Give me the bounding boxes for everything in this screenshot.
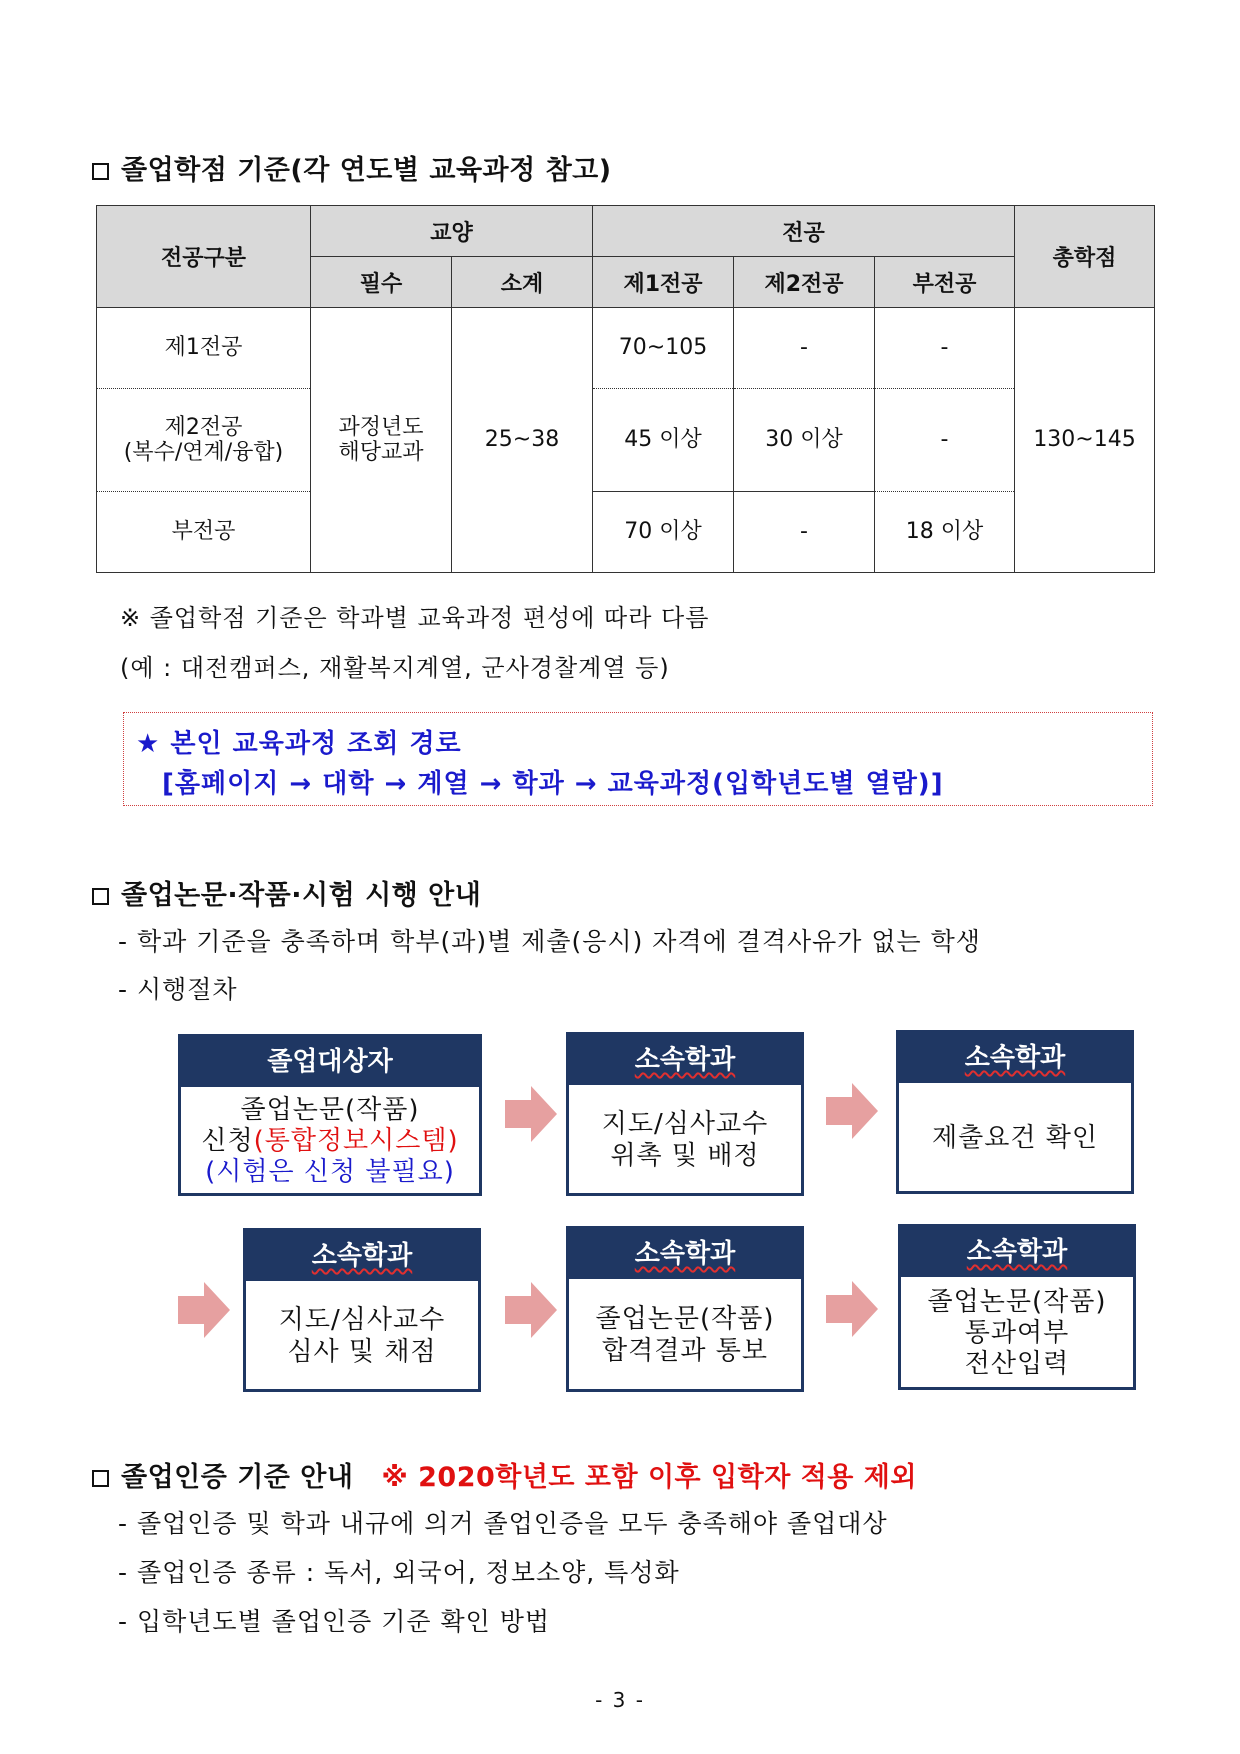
curriculum-route-box: [123, 712, 1153, 806]
table-row: [97, 492, 1155, 573]
section-title-text: 졸업논문·작품·시험 시행 안내: [121, 880, 482, 911]
row-label: 부전공: [97, 492, 311, 573]
header-major: 전공: [593, 206, 1015, 257]
flow-step-text: 위촉 및 배정: [610, 1140, 760, 1171]
flow-step-text: 졸업논문(작품): [240, 1094, 420, 1125]
flow-step-text: 졸업논문(작품): [595, 1304, 775, 1335]
exemption-note: ※ 2020학년도 포함 이후 입학자 적용 제외: [381, 1462, 917, 1493]
header-liberal: 교양: [311, 206, 593, 257]
route-title: ★ 본인 교육과정 조회 경로: [136, 729, 462, 759]
certification-bullet: - 졸업인증 및 학과 내규에 의거 졸업인증을 모두 충족해야 졸업대상: [118, 1509, 888, 1538]
page-number: - 3 -: [595, 1688, 645, 1712]
checkbox-icon: [92, 1470, 109, 1487]
section-title-text: 졸업인증 기준 안내: [121, 1462, 354, 1493]
checkbox-icon: [92, 888, 109, 905]
section-title-graduation-credits: [92, 148, 612, 187]
section-title-text: 졸업학점 기준(각 연도별 교육과정 참고): [121, 155, 612, 186]
certification-bullet: - 입학년도별 졸업인증 기준 확인 방법: [118, 1607, 551, 1636]
flow-step-text-prefix: 신청: [201, 1125, 254, 1156]
header-total: 총학점: [1015, 206, 1155, 308]
arrow-right-icon: [826, 1281, 878, 1337]
minor-cell: 18 이상: [875, 492, 1015, 573]
arrow-right-icon: [505, 1086, 557, 1142]
second-major-cell: -: [734, 492, 875, 573]
minor-cell: -: [875, 308, 1015, 389]
flow-step-header: 소속학과: [964, 1043, 1066, 1073]
flow-step-5: [566, 1226, 804, 1392]
subheader-first-major: 제1전공: [593, 257, 734, 308]
flow-step-text: [201, 1126, 458, 1157]
route-path: [홈페이지 → 대학 → 계열 → 학과 → 교육과정(입학년도별 열람)]: [162, 769, 944, 799]
flow-step-text-blue: (시험은 신청 불필요): [205, 1157, 455, 1188]
second-major-cell: 30 이상: [734, 389, 875, 492]
row-label: 제1전공: [97, 308, 311, 389]
arrow-right-icon: [505, 1282, 557, 1338]
flow-step-3: [896, 1030, 1134, 1194]
flow-step-1: [178, 1034, 482, 1196]
thesis-eligibility: - 학과 기준을 충족하며 학부(과)별 제출(응시) 자격에 결격사유가 없는 학생: [118, 927, 981, 956]
flow-step-header: 소속학과: [966, 1237, 1068, 1267]
procedure-label: - 시행절차: [118, 975, 238, 1004]
flow-step-text: 지도/심사교수: [601, 1109, 769, 1140]
flow-step-header: 소속학과: [634, 1045, 736, 1075]
flow-step-text-red: (통합정보시스템): [253, 1125, 459, 1156]
graduation-credits-table: [96, 205, 1155, 573]
flow-step-text: 지도/심사교수: [278, 1305, 446, 1336]
flow-step-text: 합격결과 통보: [602, 1335, 768, 1366]
flow-step-header: 소속학과: [311, 1241, 413, 1271]
required-cell: 과정년도 해당교과: [311, 308, 452, 573]
flow-step-text: 심사 및 채점: [287, 1336, 437, 1367]
row-label: 제2전공 (복수/연계/융합): [97, 389, 311, 492]
subtotal-cell: 25~38: [452, 308, 593, 573]
table-row: [97, 308, 1155, 389]
total-cell: 130~145: [1015, 308, 1155, 573]
arrow-right-icon: [826, 1083, 878, 1139]
second-major-cell: -: [734, 308, 875, 389]
certification-bullet: - 졸업인증 종류 : 독서, 외국어, 정보소양, 특성화: [118, 1558, 680, 1587]
first-major-cell: 45 이상: [593, 389, 734, 492]
section-title-certification: [92, 1455, 917, 1494]
flow-step-header: 졸업대상자: [181, 1037, 479, 1087]
header-major-type: 전공구분: [97, 206, 311, 308]
checkbox-icon: [92, 163, 109, 180]
flow-step-2: [566, 1032, 804, 1196]
flow-step-text: 졸업논문(작품): [927, 1286, 1107, 1317]
arrow-right-icon: [178, 1282, 230, 1338]
subheader-required: 필수: [311, 257, 452, 308]
subheader-subtotal: 소계: [452, 257, 593, 308]
section-title-thesis: [92, 873, 481, 912]
minor-cell: -: [875, 389, 1015, 492]
flow-step-6: [898, 1224, 1136, 1390]
flow-step-text: 전산입력: [964, 1349, 1070, 1380]
first-major-cell: 70 이상: [593, 492, 734, 573]
credit-note: ※ 졸업학점 기준은 학과별 교육과정 편성에 따라 다름: [120, 604, 710, 632]
subheader-second-major: 제2전공: [734, 257, 875, 308]
flow-step-text: 통과여부: [964, 1317, 1070, 1348]
first-major-cell: 70~105: [593, 308, 734, 389]
flow-step-header: 소속학과: [634, 1239, 736, 1269]
flow-step-4: [243, 1228, 481, 1392]
table-row: [97, 389, 1155, 492]
credit-example-note: (예 : 대전캠퍼스, 재활복지계열, 군사경찰계열 등): [120, 654, 670, 682]
subheader-minor: 부전공: [875, 257, 1015, 308]
flow-step-text: 제출요건 확인: [932, 1122, 1098, 1153]
